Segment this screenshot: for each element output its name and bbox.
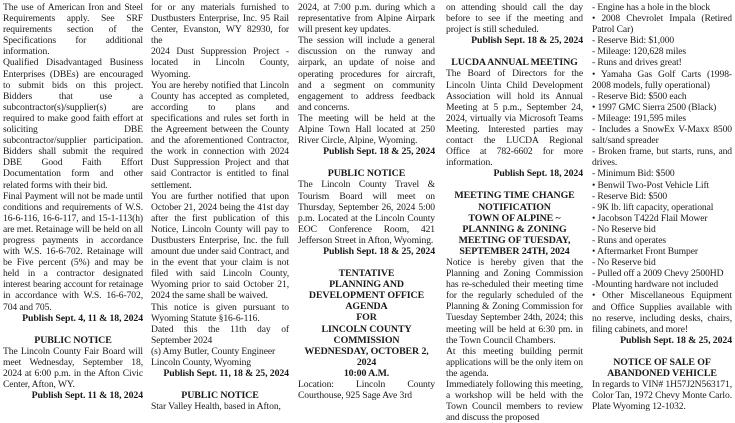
list-item: - Pulled off a 2009 Chevy 2500HD <box>592 268 724 280</box>
notice-paragraph: This notice is given pursuant to Wyoming Statute §16-6-116. <box>151 301 289 324</box>
notice-paragraph: Location: Lincoln County Courthouse, 925 Sage Ave 3rd <box>298 379 435 402</box>
notice-paragraph: The Lincoln County Fair Board will meet Wednesday, September 18, 2024 at 6:00 p.m. in the Afton Civic Center, Afton, WY. <box>3 345 143 391</box>
notice-paragraph: The meeting will be held at the Alpine Town Hall located at 250 River Circle, Alpine, Wyoming. <box>298 112 435 147</box>
publish-line: Publish Sept. 11 & 18, 2024 <box>31 390 143 402</box>
list-item: - Reserve Bid: $500 <box>592 190 668 202</box>
notice-heading: TOWN OF ALPINE ~ PLANNING & ZONING MEETING OF TUESDAY, SEPTEMBER 24TH, 2024 <box>458 212 571 257</box>
notice-paragraph: The session will include a general discussion on the runway and airpark, an update of noise and operating procedures for aircraft, and a segment on community engagement to address feedback and concerns. <box>298 35 435 113</box>
column-5 <box>587 0 735 412</box>
publish-line: Publish Sept. 11, 18 & 25, 2024 <box>163 368 289 380</box>
list-item: - 9K lb. lift capacity, operational <box>592 201 714 213</box>
notice-paragraph: 2024 Dust Suppression Project - located in Lincoln County, Wyoming. <box>151 46 289 80</box>
notice-heading: 10:00 A.M. <box>343 367 390 379</box>
publish-line: Publish Sept. 18 & 25, 2024 <box>323 146 435 158</box>
list-item: -Mounting hardware not included <box>592 279 719 291</box>
notice-heading: NOTICE OF SALE OF ABANDONED VEHICLE <box>607 356 717 379</box>
publish-line: Publish Sept. 18 & 25, 2024 <box>323 245 435 257</box>
publish-line: Publish Sept. 18 & 25, 2024 <box>620 334 732 346</box>
list-item: • Other Miscellaneous Equipment and Office Supplies available with no reserve, including desks, chairs, filing cabinets, and more! <box>592 290 732 335</box>
list-item: - Minimum Bid: $500 <box>592 168 675 180</box>
publish-line: Publish Sept. 4, 11 & 18, 2024 <box>22 312 143 324</box>
list-item: • 2008 Chevrolet Impala (Retired Patrol Car) <box>592 13 732 36</box>
publish-line: Publish Sept. 18 & 25, 2024 <box>471 35 583 47</box>
notice-paragraph: Notice is hereby given that the Planning and Zoning Commission has re-scheduled their meeting time for the regularly scheduled of the Planning & Zoning Commission for Tuesday September 24th, 2024; this meeting will be held at 6:30 pm. in the Town Council Chambers. <box>446 256 583 346</box>
list-item: • Yamaha Gas Golf Carts (1998-2008 models, fully operational) <box>592 68 732 91</box>
list-item: - No Reserve bid <box>592 257 656 269</box>
notice-paragraph: (s) Amy Butler, County Engineer <box>151 345 276 357</box>
notice-paragraph: The Board of Directors for the Lincoln Uinta Child Development Association will hold its Annual Meeting at 5 p.m., September 24, 2024, virtually via Microsoft Teams Meeting. Interested parties may contact the LUCDA Regional Office at 782-6602 for more information. <box>446 68 583 169</box>
notice-paragraph: The Lincoln County Travel & Tourism Board will meet on Thursday, September 26, 2024 5:00 p.m. Located at the Lincoln County EOC Conference Room, 421 Jefferson Street in Afton, Wyoming. <box>298 179 435 246</box>
list-item: - Mileage: 120,628 miles <box>592 46 687 58</box>
list-item: • Benwil Two-Post Vehicle Lift <box>592 179 710 191</box>
notice-paragraph: Star Valley Health, based in Afton, <box>151 401 281 413</box>
list-item: • 1997 GMC Sierra 2500 (Black) <box>592 101 717 113</box>
list-item: - Reserve Bid: $500 each <box>592 90 687 102</box>
notice-paragraph: Dated this the 11th day of September 2024 <box>151 323 289 346</box>
notice-heading: PLANNING AND DEVELOPMENT OFFICE AGENDA <box>308 279 425 313</box>
notice-heading: TENTATIVE <box>338 268 395 280</box>
notice-heading: PUBLIC NOTICE <box>327 168 406 180</box>
list-item: - Reserve Bid: $1,000 <box>592 35 675 47</box>
list-item: • Jacobson T422d Flail Mower <box>592 212 708 224</box>
publish-line: Publish Sept. 18, 2024 <box>493 168 583 180</box>
notice-heading: FOR <box>356 312 377 324</box>
list-item: • Aftermarket Front Bumper <box>592 246 698 258</box>
notice-paragraph: You are hereby notified that Lincoln County has accepted as completed, according to plans and specifications and rules set forth in the Agreement between the County and the aforementioned Contractor, the work in connection with 2024 Dust Suppression Project and that said Contractor is entitled to final settlement. <box>151 79 289 191</box>
notice-paragraph: Lincoln County, Wyoming <box>151 357 251 368</box>
column-2 <box>147 0 293 412</box>
notice-heading: PUBLIC NOTICE <box>181 390 259 402</box>
list-item: - Engine has a hole in the block <box>592 2 711 13</box>
notice-paragraph: Immediately following this meeting, a workshop will be held with the Town Council members to review and discuss the proposed <box>446 379 583 423</box>
notice-paragraph: At this meeting building permit applications will be the only item on the agenda. <box>446 345 583 379</box>
notice-paragraph: In regards to VIN# 1H57J2N563171, Color Tan, 1972 Chevy Monte Carlo. Plate Wyoming 12-1032. <box>592 379 732 413</box>
notice-heading: LINCOLN COUNTY COMMISSION <box>321 323 412 346</box>
list-item: - Runs and drives great! <box>592 57 682 69</box>
notice-paragraph: The use of American Iron and Steel Requirements apply. See SRF requirements section of the Specifications for additional information. <box>3 2 143 58</box>
column-1 <box>0 0 147 412</box>
list-item: - Includes a SnowEx V-Maxx 8500 salt/sand spreader <box>592 124 732 147</box>
notice-heading: PUBLIC NOTICE <box>34 334 112 346</box>
notice-heading: LUCDA ANNUAL MEETING <box>451 57 578 69</box>
notice-paragraph: 2024, at 7:00 p.m. during which a representative from Alpine Airpark will present key updates. <box>298 2 435 36</box>
notice-paragraph: You are further notified that upon October 21, 2024 being the 41st day after the first publication of this Notice, Lincoln County will pay to Dustbusters Enterprise, Inc. the full amount due under said Contract, and in the event that your claim is not filed with said Lincoln County, Wyoming prior to said October 21, 2024 the same shall be waived. <box>151 190 289 302</box>
list-item: - Broken frame, but starts, runs, and drives. <box>592 146 732 169</box>
list-item: - No Reserve bid <box>592 223 656 235</box>
list-item: - Runs and operates <box>592 234 667 246</box>
notice-heading: WEDNESDAY, OCTOBER 2, 2024 <box>304 345 429 368</box>
column-3 <box>293 0 439 401</box>
column-4 <box>439 0 587 423</box>
notice-heading: MEETING TIME CHANGE NOTIFICATION <box>454 190 575 213</box>
list-item: - Mileage: 191,595 miles <box>592 112 687 124</box>
notice-paragraph: for or any materials furnished to Dustbusters Enterprise, Inc. 95 Rail Center, Evanston, WY 82930, for the <box>151 2 289 47</box>
notice-paragraph: on attending should call the day before to see if the meeting and project is still scheduled. <box>446 2 583 36</box>
notice-paragraph: Final Payment will not be made until conditions and requirements of W.S. 16-6-116, 16-6-117, and 15-1-113(h) are met. Retainage will be held on all progress payments in accordance with W.S. 16-6-702. Retainage will be Five percent (5%) and may be held in a contractor designated interest bearing account for retainage in accordance with W.S. 16-6-702, 704 and 705. <box>3 190 143 313</box>
notice-paragraph: Qualified Disadvantaged Business Enterprises (DBEs) are encouraged to submit bids on this project. Bidders that use a subcontractor(s)/supplier(s) are required to make good faith effort at soliciting DBE subcontractor/supplier participation. Bidders shall submit the required DBE Good Faith Effort Documentation form and other related forms with their bid. <box>3 57 143 191</box>
